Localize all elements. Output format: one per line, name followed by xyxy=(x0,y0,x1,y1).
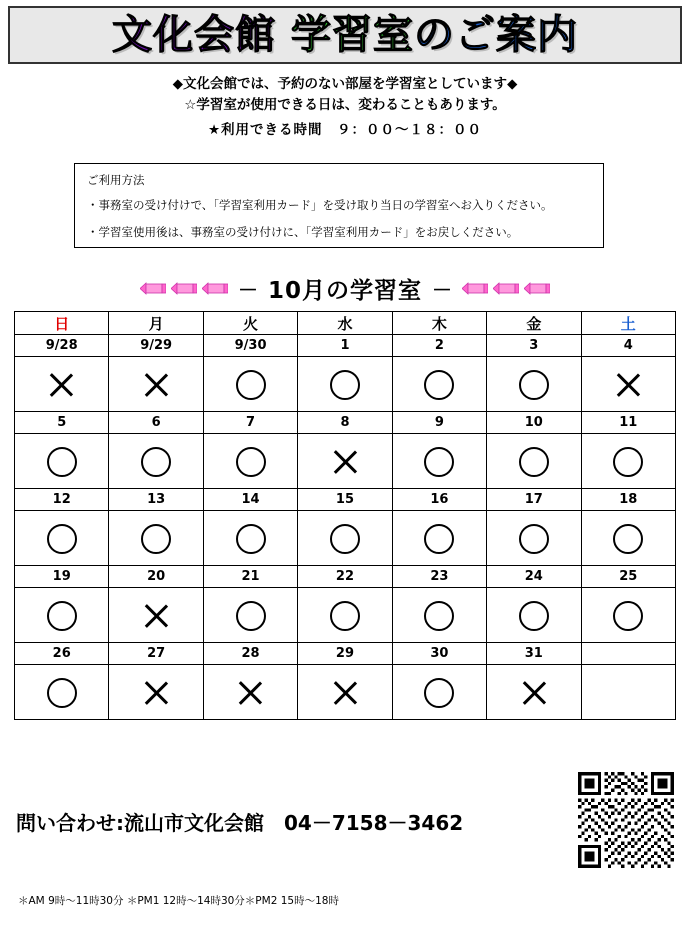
calendar-mark-open xyxy=(581,511,675,566)
calendar-daynum-row xyxy=(15,335,676,357)
usage-box xyxy=(74,163,604,248)
calendar-mark-row xyxy=(15,665,676,720)
calendar-header-friday: 金 xyxy=(487,312,581,335)
calendar-header-tuesday: 火 xyxy=(203,312,297,335)
dash-right: － xyxy=(432,278,452,302)
calendar-daynum-row xyxy=(15,566,676,588)
calendar-daynum-cell: 9/30 xyxy=(203,335,297,357)
calendar-mark-row xyxy=(15,434,676,489)
calendar-daynum-row xyxy=(15,643,676,665)
calendar-daynum-cell: 22 xyxy=(298,566,392,588)
calendar-daynum-cell: 18 xyxy=(581,489,675,511)
calendar-mark-open xyxy=(15,665,109,720)
calendar-mark-open xyxy=(203,434,297,489)
calendar-daynum-cell: 31 xyxy=(487,643,581,665)
page-title xyxy=(112,12,578,58)
calendar-header xyxy=(15,312,676,335)
pencil-icon xyxy=(493,282,519,295)
calendar-daynum-cell: 27 xyxy=(109,643,203,665)
pencil-icon xyxy=(171,282,197,295)
intro-line-3: ★利用できる時間 ９：００～１８：００ xyxy=(207,122,483,138)
calendar-daynum-cell: 10 xyxy=(487,412,581,434)
calendar-daynum-cell: 9/29 xyxy=(109,335,203,357)
calendar-daynum-cell: 25 xyxy=(581,566,675,588)
calendar-mark-open xyxy=(392,434,486,489)
calendar-daynum-cell: 24 xyxy=(487,566,581,588)
title-banner xyxy=(8,6,682,64)
page-title-part2: 学習室 xyxy=(276,12,414,58)
usage-line-1: ・事務室の受け付けで、「学習室利用カード」を受け取り当日の学習室へお入りください。 xyxy=(87,198,553,212)
calendar-daynum-cell: 30 xyxy=(392,643,486,665)
calendar-mark-closed xyxy=(15,357,109,412)
calendar-daynum-cell: 26 xyxy=(15,643,109,665)
footnote: ＊AM 9時～11時30分 ＊PM1 12時～14時30分＊PM2 15時～18時 xyxy=(18,895,339,907)
calendar-daynum-cell: 9 xyxy=(392,412,486,434)
calendar-daynum-cell: 3 xyxy=(487,335,581,357)
calendar-daynum-cell: 11 xyxy=(581,412,675,434)
calendar-mark-open xyxy=(487,357,581,412)
calendar-daynum-cell: 15 xyxy=(298,489,392,511)
calendar-header-saturday: 土 xyxy=(581,312,675,335)
calendar-mark-open xyxy=(392,588,486,643)
calendar-mark-row xyxy=(15,511,676,566)
calendar-daynum-cell: 12 xyxy=(15,489,109,511)
calendar-mark-closed xyxy=(298,434,392,489)
calendar-mark-open xyxy=(109,434,203,489)
calendar-mark-open xyxy=(109,511,203,566)
calendar-daynum-cell: 4 xyxy=(581,335,675,357)
calendar-mark-closed xyxy=(298,665,392,720)
calendar-mark-open xyxy=(581,588,675,643)
calendar-daynum-cell: 2 xyxy=(392,335,486,357)
pencil-icon xyxy=(524,282,550,295)
calendar-mark-closed xyxy=(203,665,297,720)
calendar-mark-open xyxy=(203,357,297,412)
calendar-mark-empty xyxy=(581,665,675,720)
contact-line: 問い合わせ:流山市文化会館 04－7158－3462 xyxy=(16,811,464,835)
calendar-mark-closed xyxy=(109,665,203,720)
calendar-daynum-cell: 28 xyxy=(203,643,297,665)
calendar-mark-row xyxy=(15,357,676,412)
usage-heading: ご利用方法 xyxy=(87,173,145,187)
calendar-daynum-cell: 16 xyxy=(392,489,486,511)
calendar-mark-open xyxy=(487,588,581,643)
dash-left: － xyxy=(237,278,258,302)
calendar-header-thursday: 木 xyxy=(392,312,486,335)
calendar-daynum-cell: 1 xyxy=(298,335,392,357)
qr-code xyxy=(578,772,674,868)
calendar-mark-open xyxy=(203,588,297,643)
calendar-daynum-cell: 9/28 xyxy=(15,335,109,357)
calendar-header-monday: 月 xyxy=(109,312,203,335)
month-title: 10月の学習室 xyxy=(267,278,422,304)
calendar-daynum-row xyxy=(15,489,676,511)
calendar-daynum-cell: 29 xyxy=(298,643,392,665)
calendar-mark-open xyxy=(392,511,486,566)
calendar-daynum-cell xyxy=(581,643,675,665)
calendar-daynum-cell: 13 xyxy=(109,489,203,511)
calendar-daynum-cell: 23 xyxy=(392,566,486,588)
calendar-table xyxy=(14,311,676,720)
calendar-mark-open xyxy=(581,434,675,489)
calendar-mark-open xyxy=(298,357,392,412)
calendar-mark-closed xyxy=(109,357,203,412)
calendar-daynum-row xyxy=(15,412,676,434)
page-title-part3: のご案内 xyxy=(413,12,578,58)
calendar-header-sunday: 日 xyxy=(15,312,109,335)
calendar-body xyxy=(15,335,676,720)
calendar-mark-open xyxy=(487,434,581,489)
calendar-daynum-cell: 20 xyxy=(109,566,203,588)
pencil-icon xyxy=(202,282,228,295)
month-heading-row xyxy=(0,272,690,305)
calendar-mark-row xyxy=(15,588,676,643)
page-title-part1: 文化会館 xyxy=(112,12,277,58)
calendar-mark-closed xyxy=(581,357,675,412)
calendar-mark-closed xyxy=(109,588,203,643)
calendar-daynum-cell: 14 xyxy=(203,489,297,511)
calendar-mark-closed xyxy=(487,665,581,720)
calendar-daynum-cell: 7 xyxy=(203,412,297,434)
pencil-icon xyxy=(140,282,166,295)
pencil-icon xyxy=(462,282,488,295)
calendar-daynum-cell: 6 xyxy=(109,412,203,434)
intro-line-1: ◆文化会館では、予約のない部屋を学習室としています◆ xyxy=(172,76,518,92)
calendar-mark-open xyxy=(392,357,486,412)
intro-block xyxy=(0,74,690,141)
pencil-decoration-right xyxy=(462,282,550,295)
calendar-daynum-cell: 17 xyxy=(487,489,581,511)
usage-line-2: ・学習室使用後は、事務室の受け付けに、「学習室利用カード」をお戻しください。 xyxy=(87,225,519,239)
calendar-daynum-cell: 19 xyxy=(15,566,109,588)
calendar-mark-open xyxy=(392,665,486,720)
calendar-mark-open xyxy=(15,588,109,643)
calendar-mark-open xyxy=(203,511,297,566)
calendar-daynum-cell: 21 xyxy=(203,566,297,588)
calendar-header-wednesday: 水 xyxy=(298,312,392,335)
calendar-mark-open xyxy=(15,434,109,489)
calendar-daynum-cell: 8 xyxy=(298,412,392,434)
intro-line-2: ☆学習室が使用できる日は、変わることもあります。 xyxy=(184,97,506,113)
calendar-header-row xyxy=(15,312,676,335)
calendar-mark-open xyxy=(298,511,392,566)
pencil-decoration-left xyxy=(140,282,228,295)
calendar-mark-open xyxy=(298,588,392,643)
calendar-mark-open xyxy=(487,511,581,566)
calendar-mark-open xyxy=(15,511,109,566)
calendar-daynum-cell: 5 xyxy=(15,412,109,434)
